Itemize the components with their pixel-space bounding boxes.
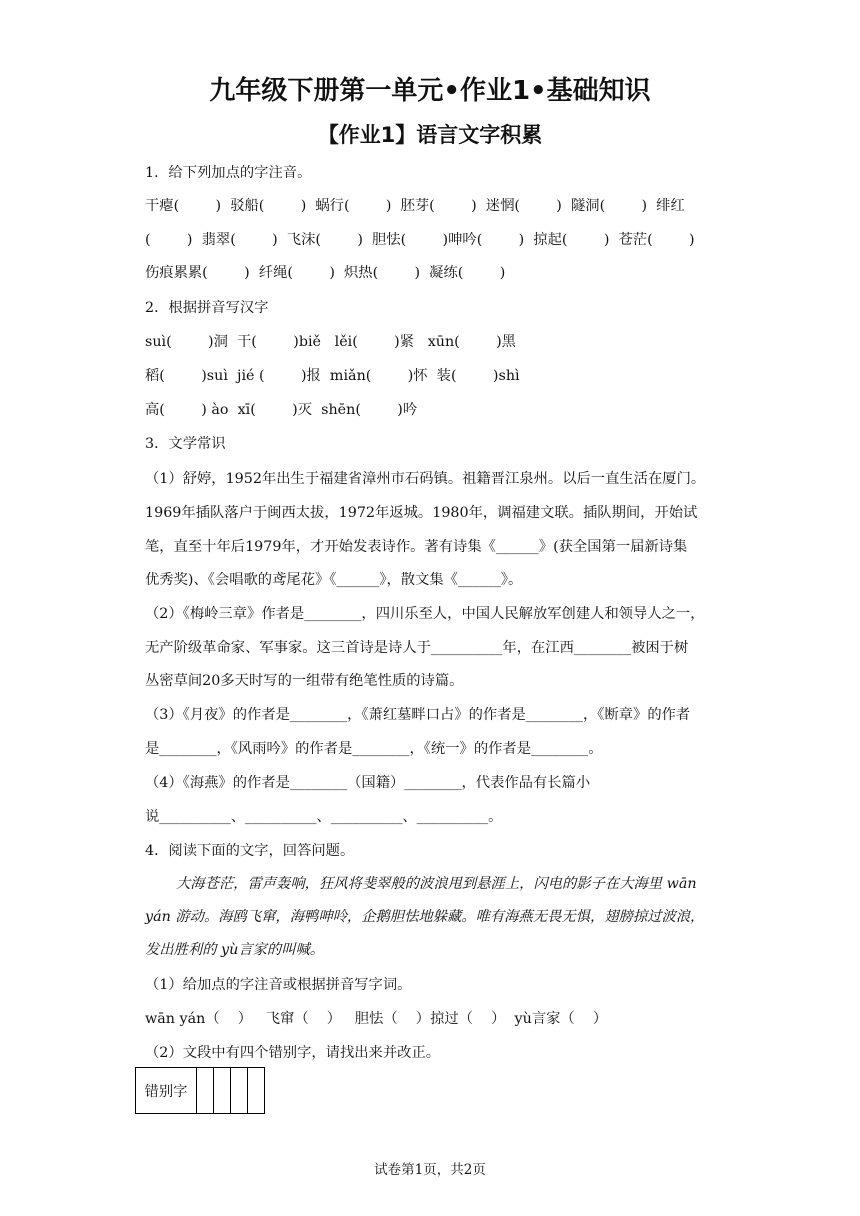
q3-line: 笔，直至十年后1979年，才开始发表诗作。著有诗集《______》(获全国第一届新诗集: [145, 539, 688, 555]
q3-line: 无产阶级革命家、军事家。这三首诗是诗人于__________年，在江西________被困于树: [145, 640, 689, 656]
page-footer: 试卷第1页，共2页: [374, 1162, 486, 1178]
q2-line: suì( )洞 干( )biě lěi( )紧 xūn( )黑: [145, 334, 516, 350]
q3-line: （1）舒婷，1952年出生于福建省漳州市石码镇。祖籍晋江泉州。以后一直生活在厦门。: [145, 471, 706, 487]
q3-heading: 3．文学常识: [145, 436, 226, 452]
q2-line: 稻( )suì jié ( )报 miǎn( )怀 装( )shì: [145, 368, 520, 384]
correction-cell[interactable]: [248, 1068, 265, 1114]
q4-sub1: （1）给加点的字注音或根据拼音写字词。: [145, 977, 412, 993]
correction-table-header: 错别字: [136, 1068, 197, 1114]
q3-line: 是________，《风雨吟》的作者是________，《统一》的作者是________。: [145, 741, 603, 757]
correction-cell[interactable]: [231, 1068, 248, 1114]
q3-line: 说__________、__________、__________、__________。: [145, 809, 503, 825]
page-title: 九年级下册第一单元•作业1•基础知识: [209, 76, 651, 106]
q4-passage-line: yán 游动。海鸥飞窜，海鸭呻呤，企鹅胆怯地躲藏。唯有海燕无畏无惧，翅膀掠过波浪，: [145, 909, 705, 925]
page-subtitle: 【作业1】语言文字积累: [317, 123, 543, 147]
q3-line: 1969年插队落户于闽西太拔，1972年返城。1980年，调福建文联。插队期间，开始试: [145, 505, 698, 521]
q1-line: 伤痕累累( ) 纤绳( ) 炽热( ) 凝练( ): [145, 265, 506, 281]
q4-heading: 4．阅读下面的文字，回答问题。: [145, 843, 355, 859]
q3-line: （3）《月夜》的作者是________，《萧红墓畔口占》的作者是________，《断章》的作者: [145, 707, 691, 723]
correction-cell[interactable]: [197, 1068, 214, 1114]
q2-line: 高( ) ào xī( )灭 shēn( )吟: [145, 402, 418, 418]
q1-line: ( ) 翡翠( ) 飞沫( ) 胆怯( )呻吟( ) 掠起( ) 苍茫( ): [145, 232, 695, 248]
q3-line: 优秀奖)、《会唱歌的鸢尾花》《______》，散文集《______》。: [145, 572, 523, 588]
correction-cell[interactable]: [214, 1068, 231, 1114]
q4-passage-line: 发出胜利的 yù言家的叫喊。: [145, 942, 325, 958]
correction-table: [135, 1067, 265, 1114]
q4-sub2: （2）文段中有四个错别字，请找出来并改正。: [145, 1045, 441, 1061]
q3-line: 丛密草间20多天时写的一组带有绝笔性质的诗篇。: [145, 673, 464, 689]
q2-heading: 2．根据拼音写汉字: [145, 300, 269, 316]
q4-sub1-items: wān yán（ ） 飞窜（ ） 胆怯（ ）掠过（ ） yù言家（ ）: [145, 1011, 608, 1027]
q1-line: 干瘪( ) 驳船( ) 蜗行( ) 胚芽( ) 迷惘( ) 隧洞( ) 绯红: [145, 198, 685, 214]
q3-line: （2）《梅岭三章》作者是________，四川乐至人，中国人民解放军创建人和领导人之一，: [145, 606, 705, 622]
q4-passage-line: 大海苍茫，雷声轰响，狂风将斐翠般的波浪甩到悬涯上，闪电的影子在大海里 wān: [176, 876, 697, 892]
q3-line: （4）《海燕》的作者是________（国籍）________，代表作品有长篇小: [145, 775, 591, 791]
q1-heading: 1．给下列加点的字注音。: [145, 165, 312, 181]
